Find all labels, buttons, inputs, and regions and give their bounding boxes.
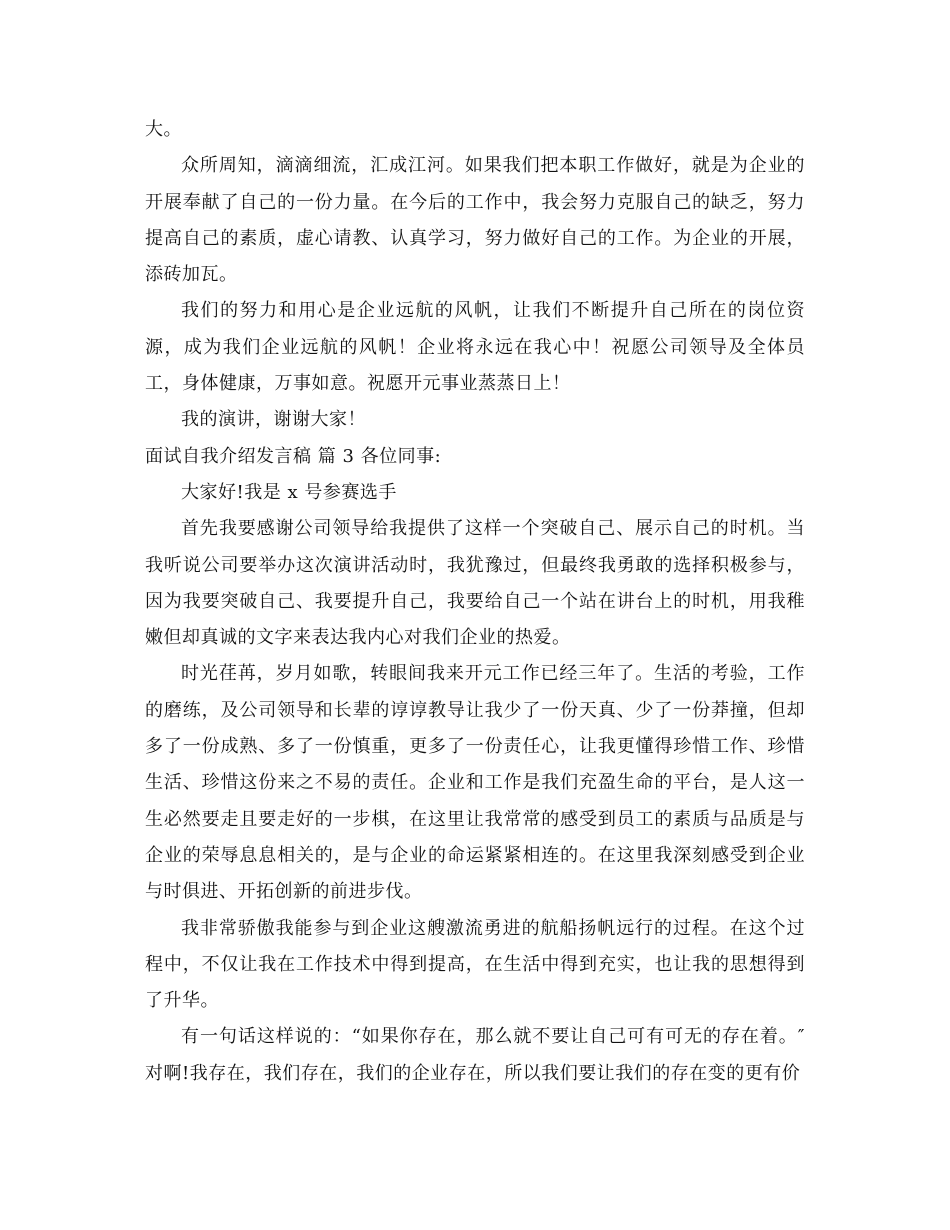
paragraph: 有一句话这样说的：“如果你存在，那么就不要让自己可有可无的存在着。″对啊!我存在，我们存在，我们的企业存在，所以我们要让我们的存在变的更有价 <box>145 1026 805 1084</box>
paragraph: 我们的努力和用心是企业远航的风帆，让我们不断提升自己所在的岗位资源，成为我们企业远航的风帆！企业将永远在我心中！祝愿公司领导及全体员工，身体健康，万事如意。祝愿开元事业蒸蒸日上！ <box>145 300 805 395</box>
document-body <box>145 112 805 1092</box>
paragraph: 我的演讲，谢谢大家！ <box>181 409 366 431</box>
paragraph: 首先我要感谢公司领导给我提供了这样一个突破自己、展示自己的时机。当我听说公司要举办这次演讲活动时，我犹豫过，但最终我勇敢的选择积极参与，因为我要突破自己、我要提升自己，我要给自己一个站在讲台上的时机，用我稚嫩但却真诚的文字来表达我内心对我们企业的热爱。 <box>145 518 805 649</box>
paragraph: 众所周知，滴滴细流，汇成江河。如果我们把本职工作做好，就是为企业的开展奉献了自己的一份力量。在今后的工作中，我会努力克服自己的缺乏，努力提高自己的素质，虚心请教、认真学习，努力做好自己的工作。为企业的开展，添砖加瓦。 <box>145 155 805 286</box>
greeting-line: 大家好!我是 x 号参赛选手 <box>181 481 397 503</box>
paragraph: 时光荏苒，岁月如歌，转眼间我来开元工作已经三年了。生活的考验，工作的磨练，及公司领导和长辈的谆谆教导让我少了一份天真、少了一份莽撞，但却多了一份成熟、多了一份慎重，更多了一份责任心，让我更懂得珍惜工作、珍惜生活、珍惜这份来之不易的责任。企业和工作是我们充盈生命的平台，是人这一生必然要走且要走好的一步棋，在这里让我常常的感受到员工的素质与品质是与企业的荣辱息息相关的，是与企业的命运紧紧相连的。在这里我深刻感受到企业与时俱进、开拓创新的前进步伐。 <box>145 663 805 903</box>
paragraph-continuation: 大。 <box>145 119 182 140</box>
section-heading: 面试自我介绍发言稿 篇 3 各位同事: <box>145 445 442 467</box>
paragraph: 我非常骄傲我能参与到企业这艘激流勇进的航船扬帆远行的过程。在这个过程中，不仅让我在工作技术中得到提高，在生活中得到充实，也让我的思想得到了升华。 <box>145 917 805 1012</box>
